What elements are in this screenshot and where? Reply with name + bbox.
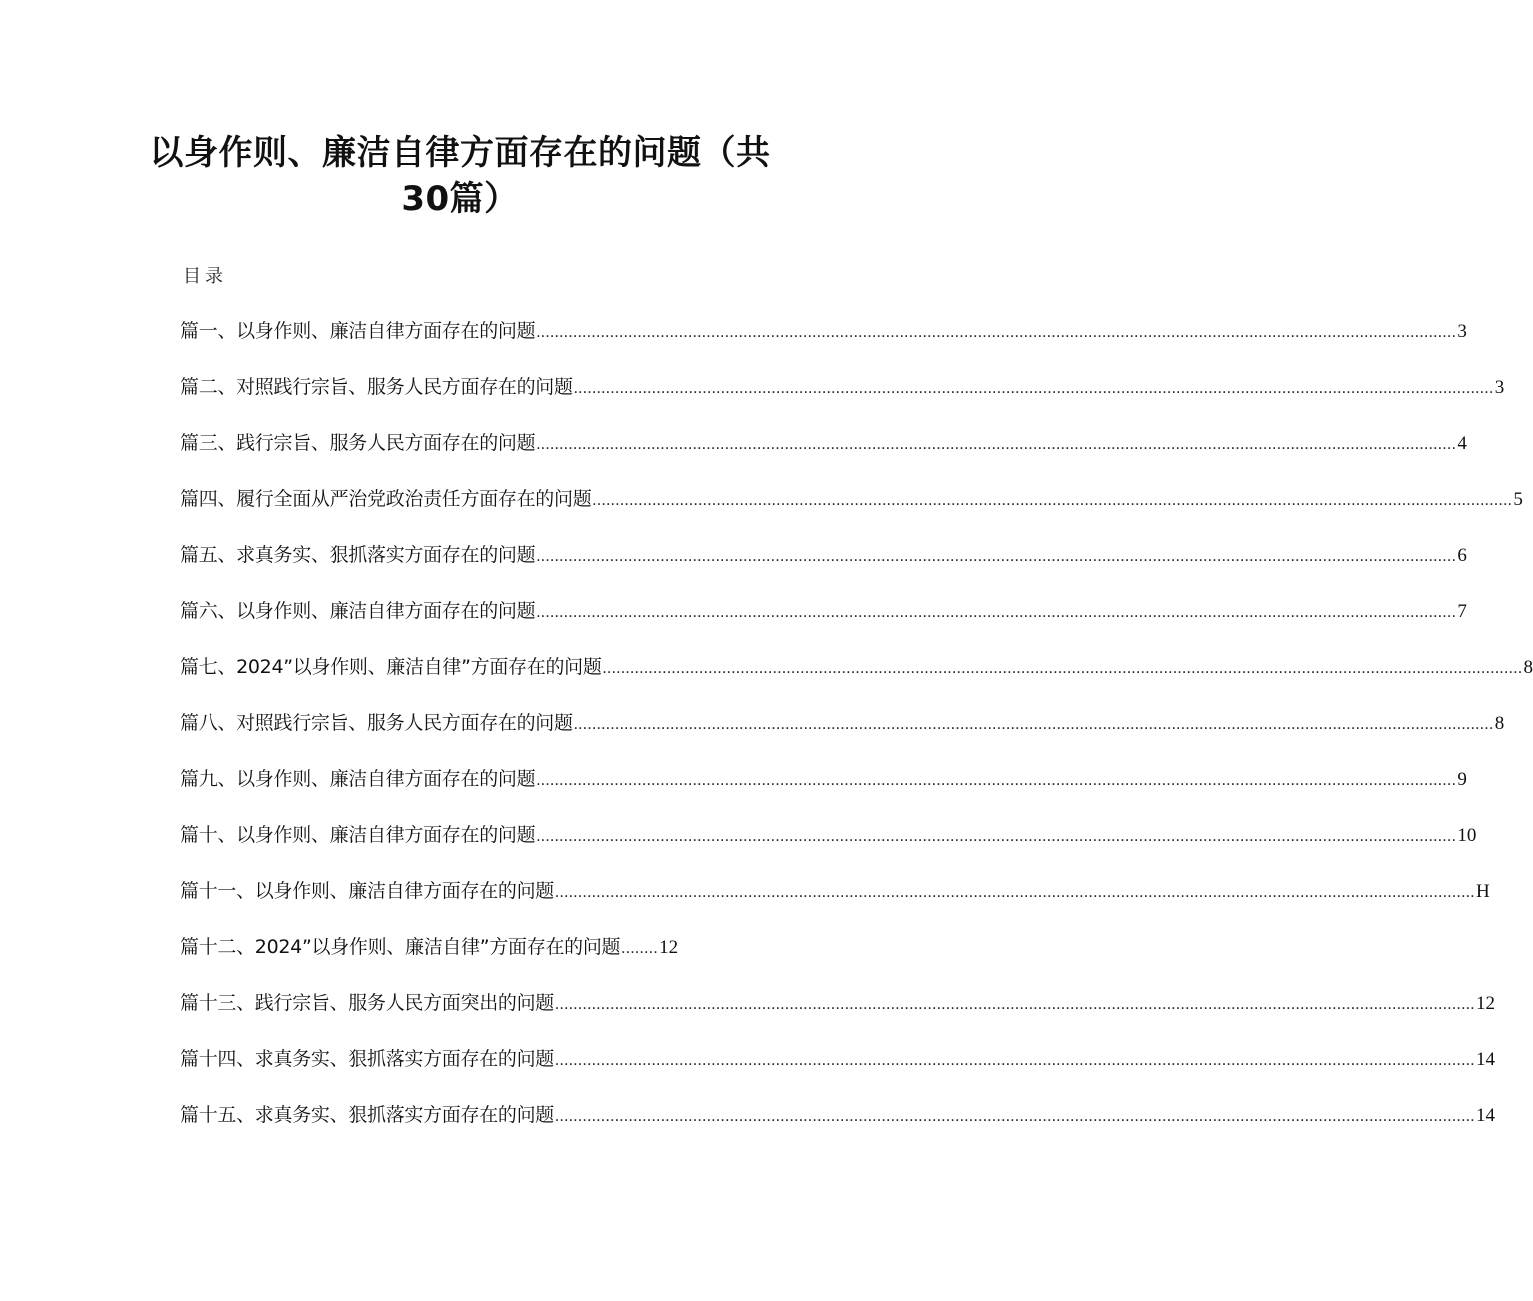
toc-page-number: H	[1476, 881, 1490, 902]
toc-entry-label: 篇六、以身作则、廉洁自律方面存在的问题	[180, 600, 536, 622]
toc-entry-9[interactable]	[180, 765, 1467, 821]
toc-entry-label: 篇四、履行全面从严治党政治责任方面存在的问题	[180, 488, 592, 510]
toc-page-number: 10	[1457, 825, 1477, 846]
toc-page-number: 5	[1513, 489, 1523, 510]
toc-page-number: 14	[1476, 1105, 1496, 1126]
toc-page-number: 8	[1494, 713, 1505, 734]
toc-entry-label: 篇七、2024”以身作则、廉洁自律”方面存在的问题	[180, 656, 602, 678]
toc-entry-1[interactable]	[180, 317, 1467, 373]
toc-entry-10[interactable]	[180, 821, 1477, 877]
toc-entry-label: 篇一、以身作则、廉洁自律方面存在的问题	[180, 320, 536, 342]
toc-entry-4[interactable]	[180, 485, 1523, 541]
document-title: 以身作则、廉洁自律方面存在的问题（共30篇）	[149, 133, 771, 219]
toc-page-number: 4	[1457, 433, 1467, 454]
toc-page-number: 14	[1476, 1049, 1496, 1070]
toc-entry-13[interactable]	[180, 989, 1496, 1045]
dot-leader: ........................................................................................................................................................................................................	[555, 1052, 1476, 1069]
toc-page-number: 3	[1457, 321, 1467, 342]
dot-leader: ........................................................................................................................................................................................................	[536, 828, 1457, 845]
dot-leader: ........................................................................................................................................................................................................	[536, 324, 1457, 341]
dot-leader: ........	[621, 940, 659, 957]
toc-page-number: 8	[1523, 657, 1533, 678]
toc-entry-label: 篇十五、求真务实、狠抓落实方面存在的问题	[180, 1104, 555, 1126]
toc-entry-label: 篇十、以身作则、廉洁自律方面存在的问题	[180, 824, 536, 846]
toc-entry-label: 篇八、对照践行宗旨、服务人民方面存在的问题	[180, 712, 573, 734]
toc-entry-7[interactable]	[180, 653, 1533, 709]
toc-entry-label: 篇十四、求真务实、狠抓落实方面存在的问题	[180, 1048, 555, 1070]
dot-leader: ........................................................................................................................................................................................................	[536, 436, 1457, 453]
toc-entry-label: 篇二、对照践行宗旨、服务人民方面存在的问题	[180, 376, 573, 398]
dot-leader: ........................................................................................................................................................................................................	[592, 492, 1513, 509]
toc-entry-6[interactable]	[180, 597, 1467, 653]
dot-leader: ........................................................................................................................................................................................................	[555, 1108, 1476, 1125]
toc-entry-label: 篇十一、以身作则、廉洁自律方面存在的问题	[180, 880, 555, 902]
toc-entry-14[interactable]	[180, 1045, 1496, 1101]
dot-leader: ........................................................................................................................................................................................................	[536, 548, 1457, 565]
dot-leader: ........................................................................................................................................................................................................	[536, 604, 1457, 621]
toc-page-number: 12	[1476, 993, 1496, 1014]
toc-entry-label: 篇五、求真务实、狠抓落实方面存在的问题	[180, 544, 536, 566]
toc-entry-label: 篇三、践行宗旨、服务人民方面存在的问题	[180, 432, 536, 454]
toc-page-number: 9	[1457, 769, 1467, 790]
dot-leader: ........................................................................................................................................................................................................	[573, 380, 1494, 397]
toc-entry-2[interactable]	[180, 373, 1505, 429]
toc-page-number: 12	[659, 937, 679, 958]
toc-entry-12[interactable]	[180, 933, 778, 989]
toc-page-number: 7	[1457, 601, 1467, 622]
toc-entry-5[interactable]	[180, 541, 1467, 597]
toc-entry-11[interactable]	[180, 877, 1490, 933]
toc-entry-label: 篇十三、践行宗旨、服务人民方面突出的问题	[180, 992, 555, 1014]
toc-heading: 目录	[183, 266, 227, 287]
toc-page-number: 3	[1494, 377, 1505, 398]
dot-leader: ........................................................................................................................................................................................................	[555, 884, 1476, 901]
toc-page-number: 6	[1457, 545, 1467, 566]
table-of-contents	[180, 317, 1533, 1157]
dot-leader: ........................................................................................................................................................................................................	[555, 996, 1476, 1013]
toc-entry-8[interactable]	[180, 709, 1505, 765]
dot-leader: ........................................................................................................................................................................................................	[573, 716, 1494, 733]
dot-leader: ........................................................................................................................................................................................................	[536, 772, 1457, 789]
toc-entry-3[interactable]	[180, 429, 1467, 485]
dot-leader: ........................................................................................................................................................................................................	[602, 660, 1523, 677]
toc-entry-label: 篇九、以身作则、廉洁自律方面存在的问题	[180, 768, 536, 790]
toc-entry-15[interactable]	[180, 1101, 1496, 1157]
toc-entry-label: 篇十二、2024”以身作则、廉洁自律”方面存在的问题	[180, 936, 621, 958]
